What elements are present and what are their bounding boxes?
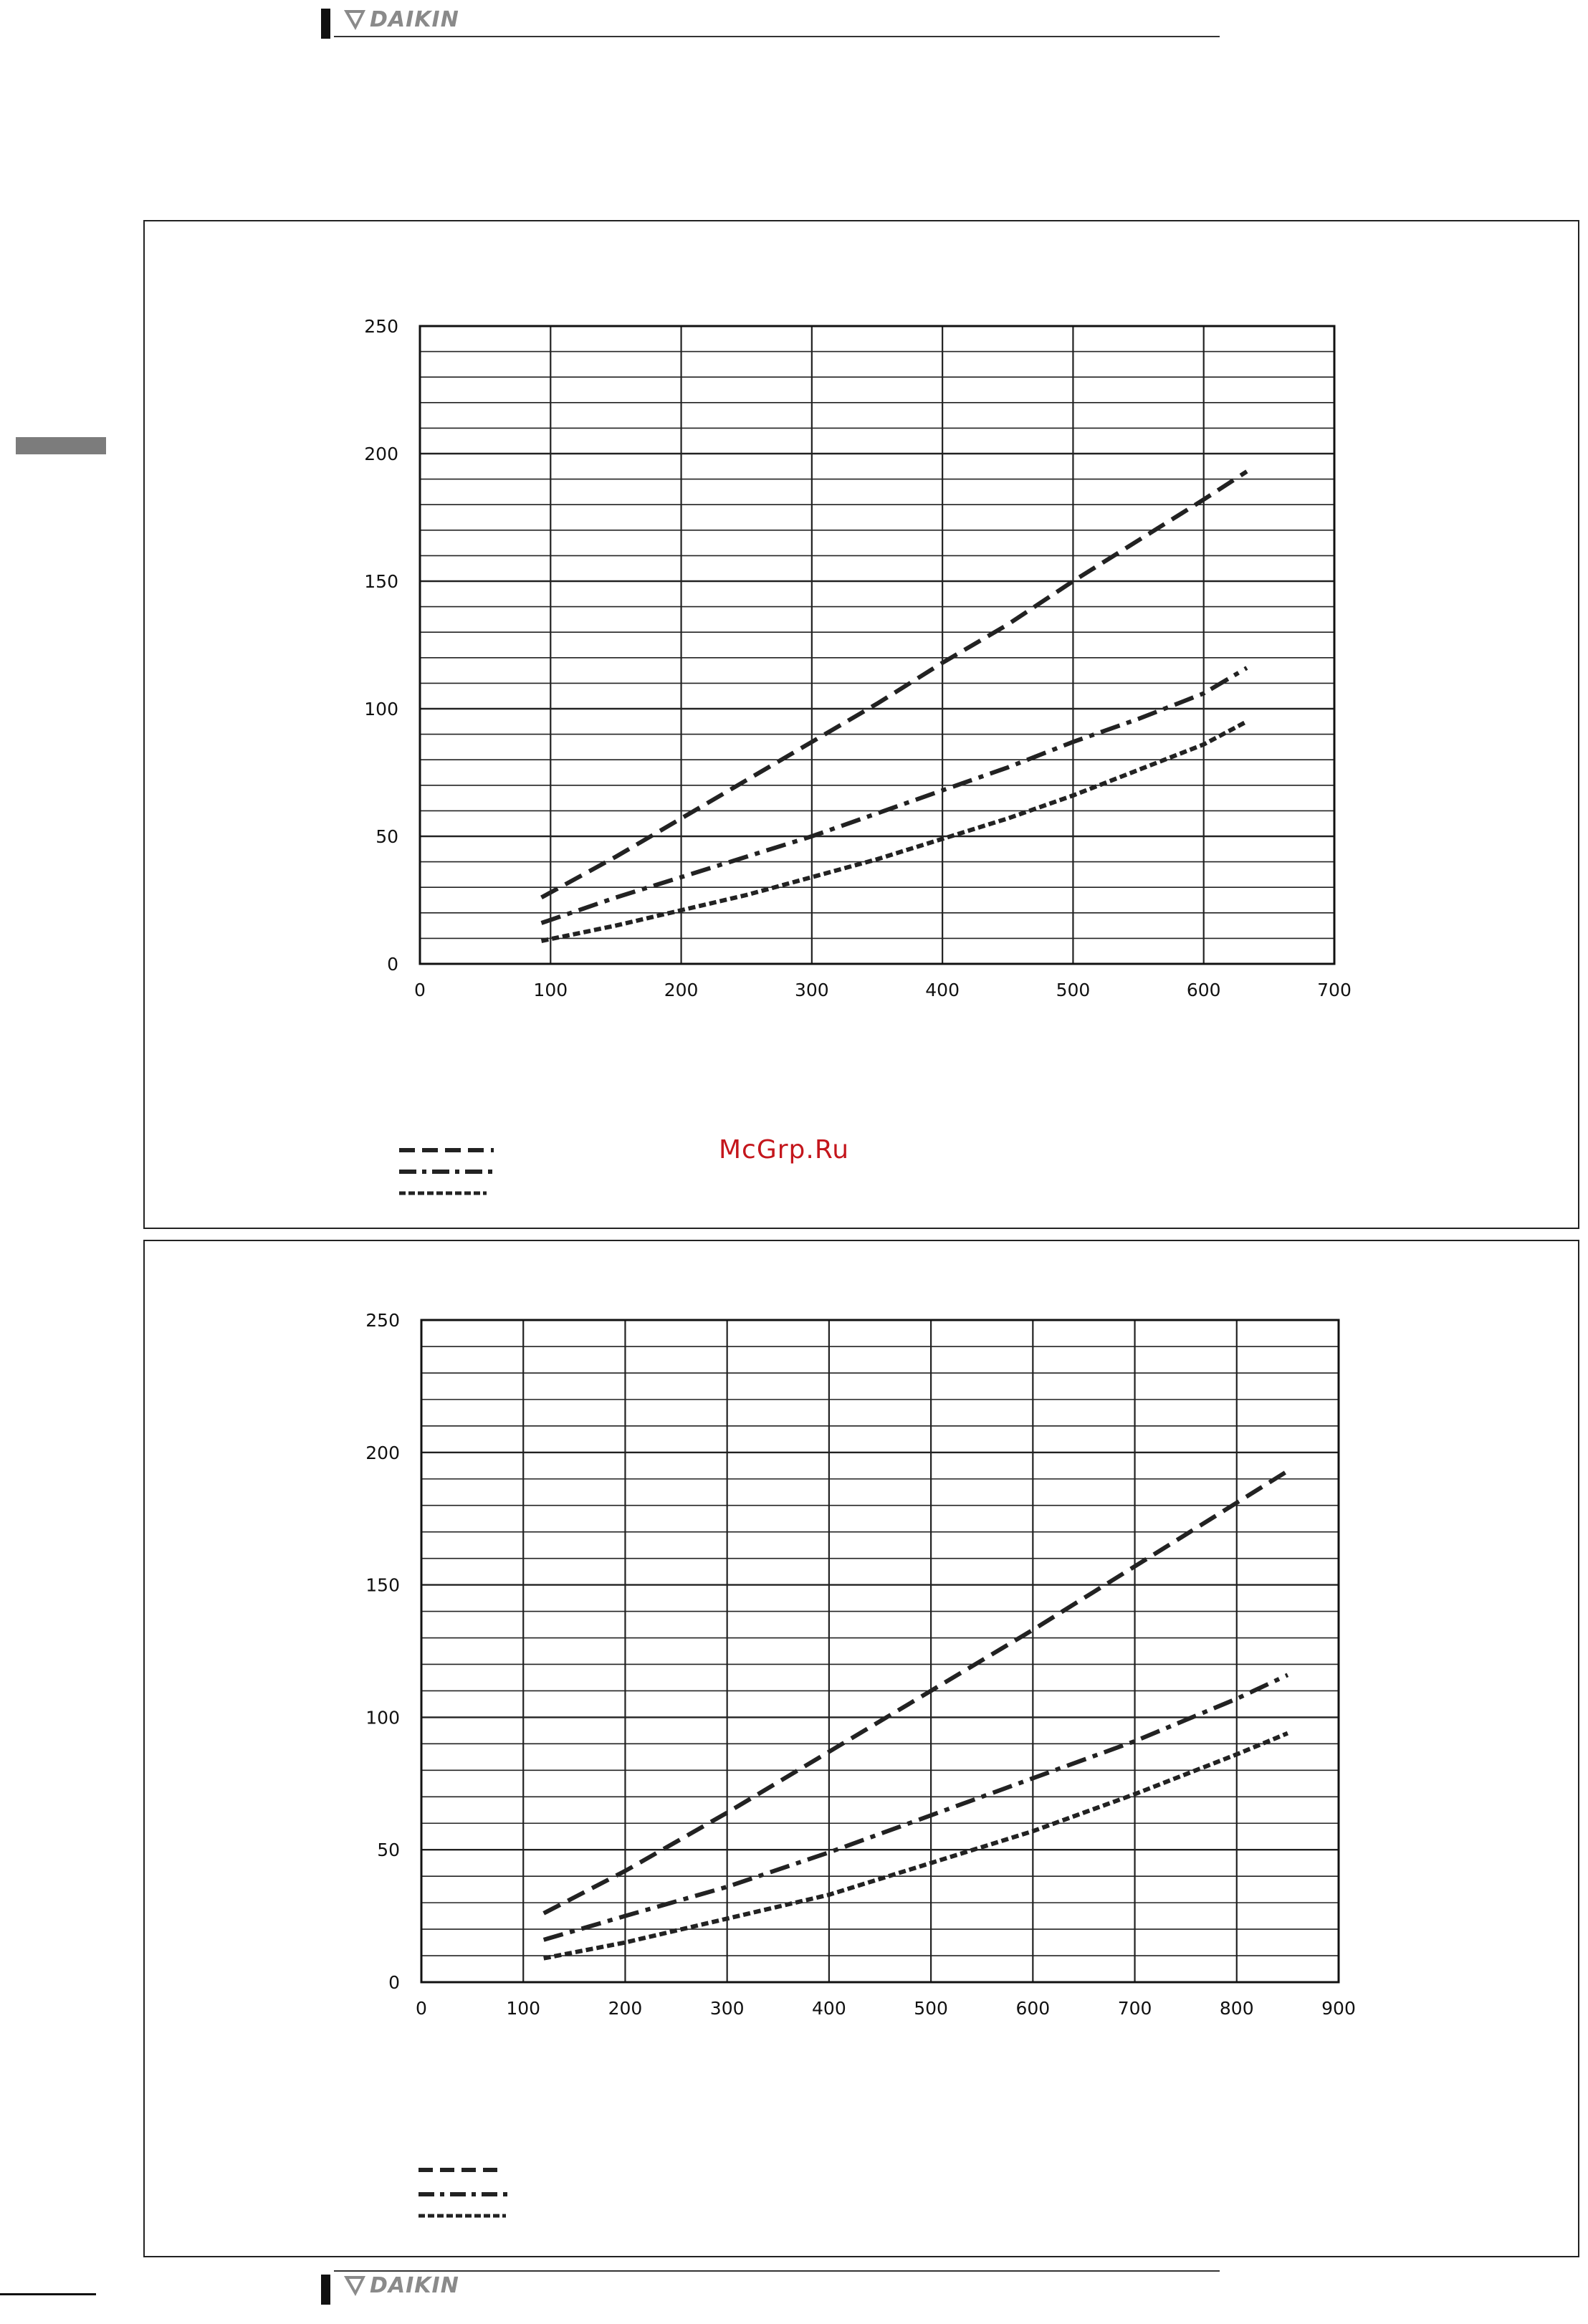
y-tick-label: 0 <box>387 954 398 975</box>
chart-2 <box>145 1241 1578 2256</box>
plot-frame <box>420 326 1334 964</box>
x-tick-label: 100 <box>533 980 568 1000</box>
x-tick-label: 500 <box>1056 980 1091 1000</box>
y-tick-label: 50 <box>376 826 398 847</box>
series-line-dashed <box>544 1471 1288 1913</box>
legend-swatch-dashed <box>398 1143 495 1157</box>
y-tick-label: 250 <box>365 1310 400 1331</box>
y-tick-label: 100 <box>365 1707 400 1728</box>
chart-panel-2 <box>143 1240 1579 2257</box>
legend-swatch-dashed <box>417 2163 503 2177</box>
chart-panel-1 <box>143 220 1579 1229</box>
x-tick-label: 600 <box>1015 1998 1051 2019</box>
legend-swatch-dotted <box>417 2209 507 2223</box>
x-tick-label: 100 <box>506 1998 541 2019</box>
grid <box>420 326 1334 964</box>
legend-item-dashed <box>417 2163 512 2177</box>
y-tick-label: 0 <box>388 1972 400 1993</box>
footer-brand-name: DAIKIN <box>370 2273 459 2298</box>
y-tick-label: 150 <box>364 571 398 592</box>
x-tick-label: 900 <box>1321 1998 1356 2019</box>
footer-brand-logo <box>343 2273 459 2298</box>
watermark: McGrp.Ru <box>719 1135 850 1165</box>
x-tick-label: 0 <box>416 1998 427 2019</box>
legend-item-dashed <box>398 1143 504 1157</box>
footer-left-rule <box>0 2293 96 2295</box>
legend-swatch-dotted <box>398 1186 488 1200</box>
daikin-mark-icon <box>343 2275 367 2297</box>
series-line-dotted <box>542 722 1247 941</box>
x-tick-label: 200 <box>608 1998 643 2019</box>
x-tick-label: 800 <box>1219 1998 1254 2019</box>
page-footer <box>321 2269 1220 2312</box>
legend-item-dashdot <box>398 1165 507 1179</box>
x-tick-label: 300 <box>709 1998 745 2019</box>
footer-rule <box>334 2270 1220 2272</box>
y-tick-label: 200 <box>364 444 398 464</box>
plot-frame <box>421 1320 1339 1982</box>
series-line-dashed <box>542 472 1247 898</box>
header-brand-bar <box>321 9 330 39</box>
page-header <box>321 3 1220 46</box>
x-tick-label: 0 <box>414 980 426 1000</box>
series-line-dashdot <box>542 668 1247 923</box>
brand-name: DAIKIN <box>370 7 459 32</box>
x-tick-label: 400 <box>812 1998 846 2019</box>
x-tick-label: 700 <box>1317 980 1352 1000</box>
y-tick-label: 100 <box>364 699 398 719</box>
header-rule <box>334 36 1220 37</box>
legend-item-dotted <box>417 2209 516 2223</box>
legend-swatch-dashdot <box>398 1165 498 1179</box>
x-tick-label: 500 <box>914 1998 948 2019</box>
x-tick-label: 600 <box>1186 980 1221 1000</box>
daikin-mark-icon <box>343 9 367 32</box>
y-tick-label: 200 <box>365 1442 400 1463</box>
brand-logo <box>343 7 459 32</box>
x-tick-label: 700 <box>1117 1998 1152 2019</box>
legend-swatch-dashdot <box>417 2187 510 2201</box>
footer-brand-bar <box>321 2275 330 2305</box>
x-tick-label: 400 <box>925 980 960 1000</box>
x-tick-label: 200 <box>664 980 699 1000</box>
y-tick-label: 50 <box>377 1840 400 1861</box>
series-line-dashdot <box>544 1675 1288 1940</box>
x-tick-label: 300 <box>794 980 829 1000</box>
legend-item-dotted <box>398 1186 497 1200</box>
y-tick-label: 150 <box>365 1574 400 1596</box>
legend-item-dashdot <box>417 2187 519 2201</box>
series-line-dotted <box>544 1734 1288 1959</box>
chart-1 <box>145 221 1578 1228</box>
grid <box>421 1320 1339 1982</box>
y-tick-label: 250 <box>364 316 398 337</box>
side-section-tab <box>16 437 106 454</box>
